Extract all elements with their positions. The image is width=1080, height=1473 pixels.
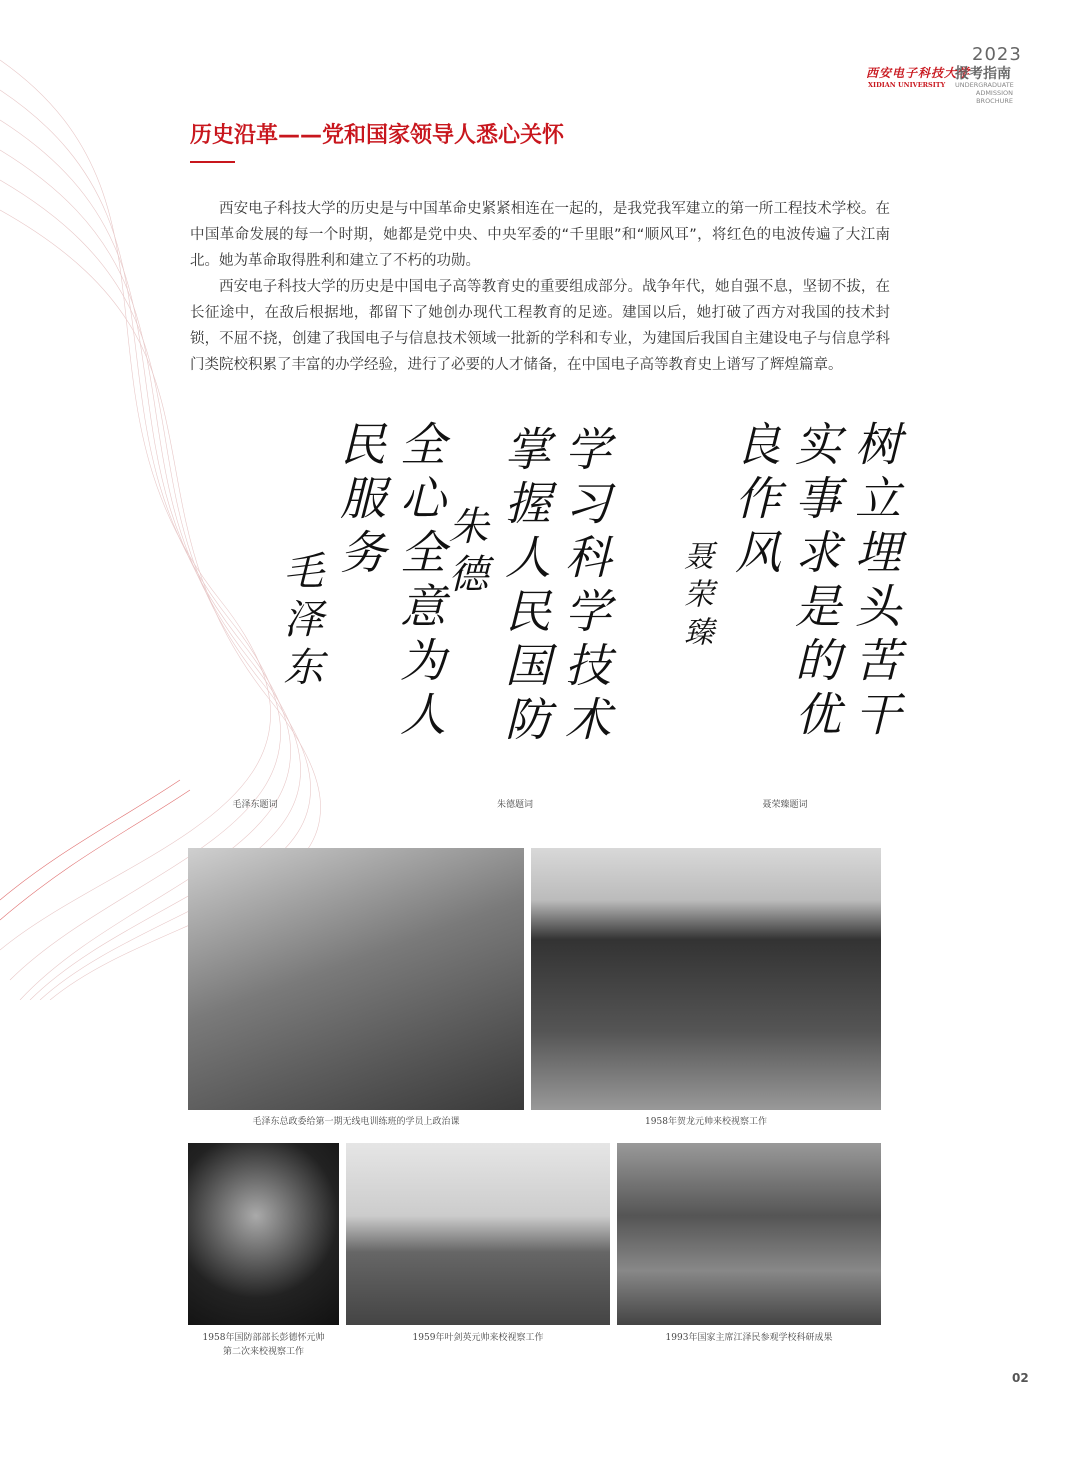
university-logo-en: XIDIAN UNIVERSITY xyxy=(868,81,946,89)
photo-yejianying-visit xyxy=(346,1143,610,1325)
photo-caption: 毛泽东总政委给第一期无线电训练班的学员上政治课 xyxy=(252,1117,460,1127)
brochure-year: 2023 xyxy=(972,44,1022,65)
signature: 毛泽东 xyxy=(277,550,323,694)
page-number: 02 xyxy=(1012,1371,1029,1385)
signature: 聂荣臻 xyxy=(678,540,713,654)
brochure-subtitle: UNDERGRADUATE ADMISSION BROCHURE xyxy=(955,81,1014,105)
photo-caption: 1993年国家主席江泽民参观学校科研成果 xyxy=(665,1333,833,1343)
paragraph: 西安电子科技大学的历史是与中国革命史紧紧相连在一起的，是我党我军建立的第一所工程技术学校。在中国革命发展的每一个时期，她都是党中央、中央军委的“千里眼”和“顺风耳”，将红色的电波传遍了大江南北。她为革命取得胜利和建立了不朽的功勋。 xyxy=(190,201,890,269)
photo-caption: 1958年贺龙元帅来校视察工作 xyxy=(645,1117,767,1127)
photo-helong-visit xyxy=(531,848,881,1110)
inscription-caption: 朱德题词 xyxy=(496,800,533,810)
photo-caption: 1959年叶剑英元帅来校视察工作 xyxy=(412,1333,544,1343)
mao-inscription: 全心全意为人 民服务 毛泽东 xyxy=(277,420,447,744)
signature: 朱德 xyxy=(442,505,488,601)
inscription-caption: 聂荣臻题词 xyxy=(762,800,808,810)
zhude-inscription: 学习科学技术 掌握人民国防 朱德 xyxy=(442,425,612,749)
body-text xyxy=(190,196,890,378)
nie-inscription: 树立埋头苦干 实事求是的优 良作风 聂荣臻 xyxy=(678,420,902,744)
photo-mao-lecture xyxy=(188,848,524,1110)
university-logo: 西安电子科技大学 xyxy=(866,66,971,80)
photo-pengdehuai-visit xyxy=(188,1143,339,1325)
brochure-title: 报考指南 xyxy=(955,66,1011,82)
inscription-caption: 毛泽东题词 xyxy=(232,800,278,810)
page-title: 历史沿革——党和国家领导人悉心关怀 xyxy=(190,123,565,148)
paragraph: 西安电子科技大学的历史是中国电子高等教育史的重要组成部分。战争年代，她自强不息，坚韧不拔，在长征途中，在敌后根据地，都留下了她创办现代工程教育的足迹。建国以后，她打破了西方对我国的技术封锁，不屈不挠，创建了我国电子与信息技术领域一批新的学科和专业，为建国后我国自主建设电子与信息学科门类院校积累了丰富的办学经验，进行了必要的人才储备，在中国电子高等教育史上谱写了辉煌篇章。 xyxy=(190,279,890,373)
photo-jiangzemin-visit xyxy=(617,1143,881,1325)
photo-caption: 1958年国防部部长彭德怀元帅 第二次来校视察工作 xyxy=(202,1333,325,1357)
title-underline xyxy=(190,161,235,163)
